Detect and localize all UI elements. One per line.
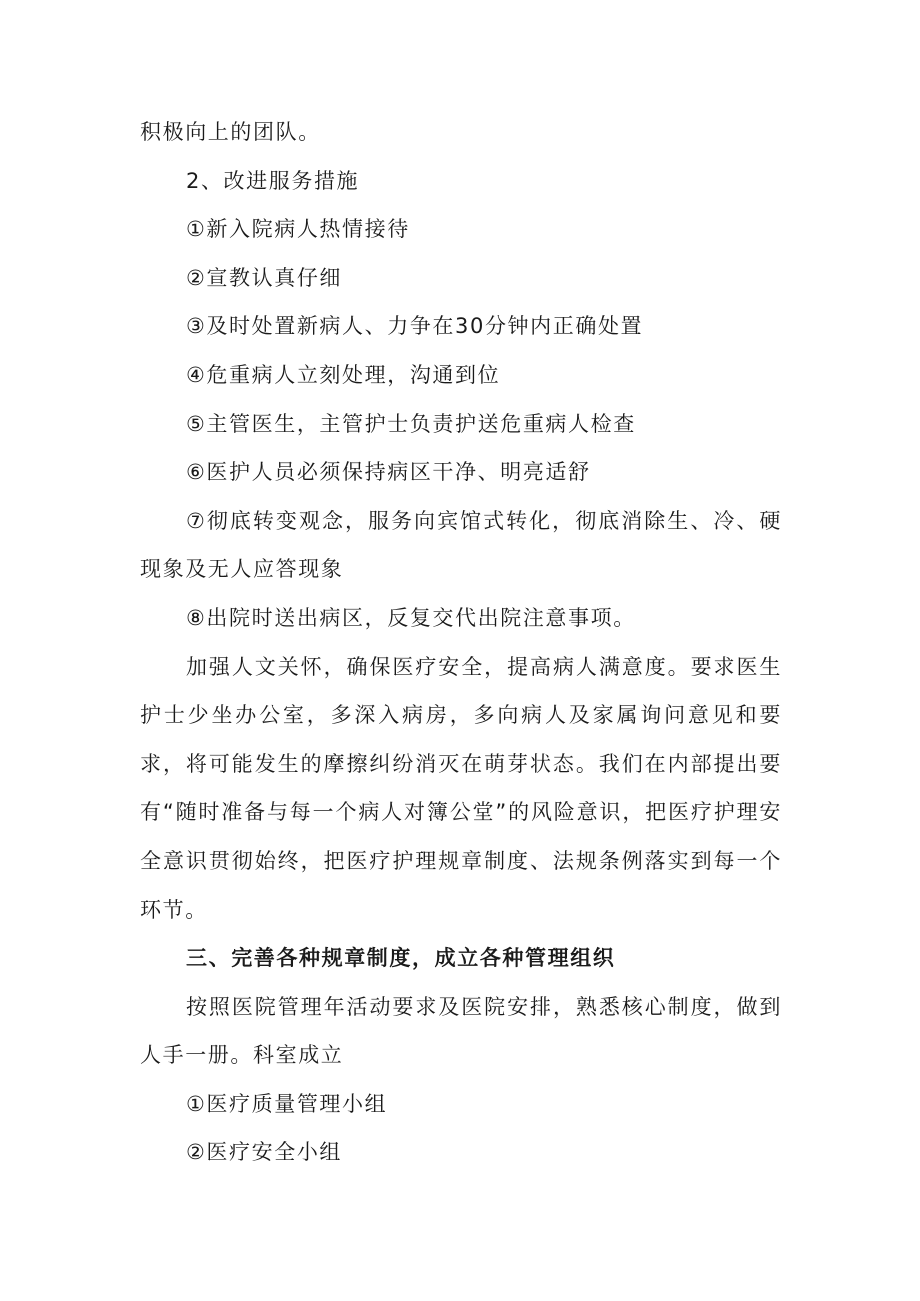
paragraph-humanistic-care: 加强人文关怀，确保医疗安全，提高病人满意度。要求医生护士少坐办公室，多深入病房，多向病人及家属询问意见和要求，将可能发生的摩擦纠纷消灭在萌芽状态。我们在内部提出要有“随时准备与每一个病人对簿公堂”的风险意识，把医疗护理安全意识贯彻始终，把医疗护理规章制度、法规条例落实到每一个环节。 [140,654,782,922]
section-heading-rules-and-organizations: 三、完善各种规章制度，成立各种管理组织 [186,946,616,971]
list-item-discharge: ⑧出院时送出病区，反复交代出院注意事项。 [186,605,636,630]
list-item-critical-patients: ④危重病人立刻处理，沟通到位 [186,362,501,387]
document-body [140,108,782,1177]
list-item-safety-group: ②医疗安全小组 [186,1140,343,1165]
list-item-education: ②宣教认真仔细 [186,265,343,290]
paragraph-team-continuation: 积极向上的团队。 [140,120,321,144]
list-item-quality-group: ①医疗质量管理小组 [186,1091,388,1116]
list-item-admission-reception: ①新入院病人热情接待 [186,217,410,242]
heading-improve-service-measures: 2、改进服务措施 [186,168,360,193]
paragraph-core-rules: 按照医院管理年活动要求及医院安排，熟悉核心制度，做到人手一册。科室成立 [140,994,782,1068]
list-item-ward-cleanliness: ⑥医护人员必须保持病区干净、明亮适舒 [186,460,591,485]
list-item-timely-handling: ③及时处置新病人、力争在30分钟内正确处置 [186,314,644,339]
list-item-escort-examination: ⑤主管医生，主管护士负责护送危重病人检查 [186,411,636,436]
list-item-attitude-change: ⑦彻底转变观念，服务向宾馆式转化，彻底消除生、冷、硬现象及无人应答现象 [140,508,782,582]
